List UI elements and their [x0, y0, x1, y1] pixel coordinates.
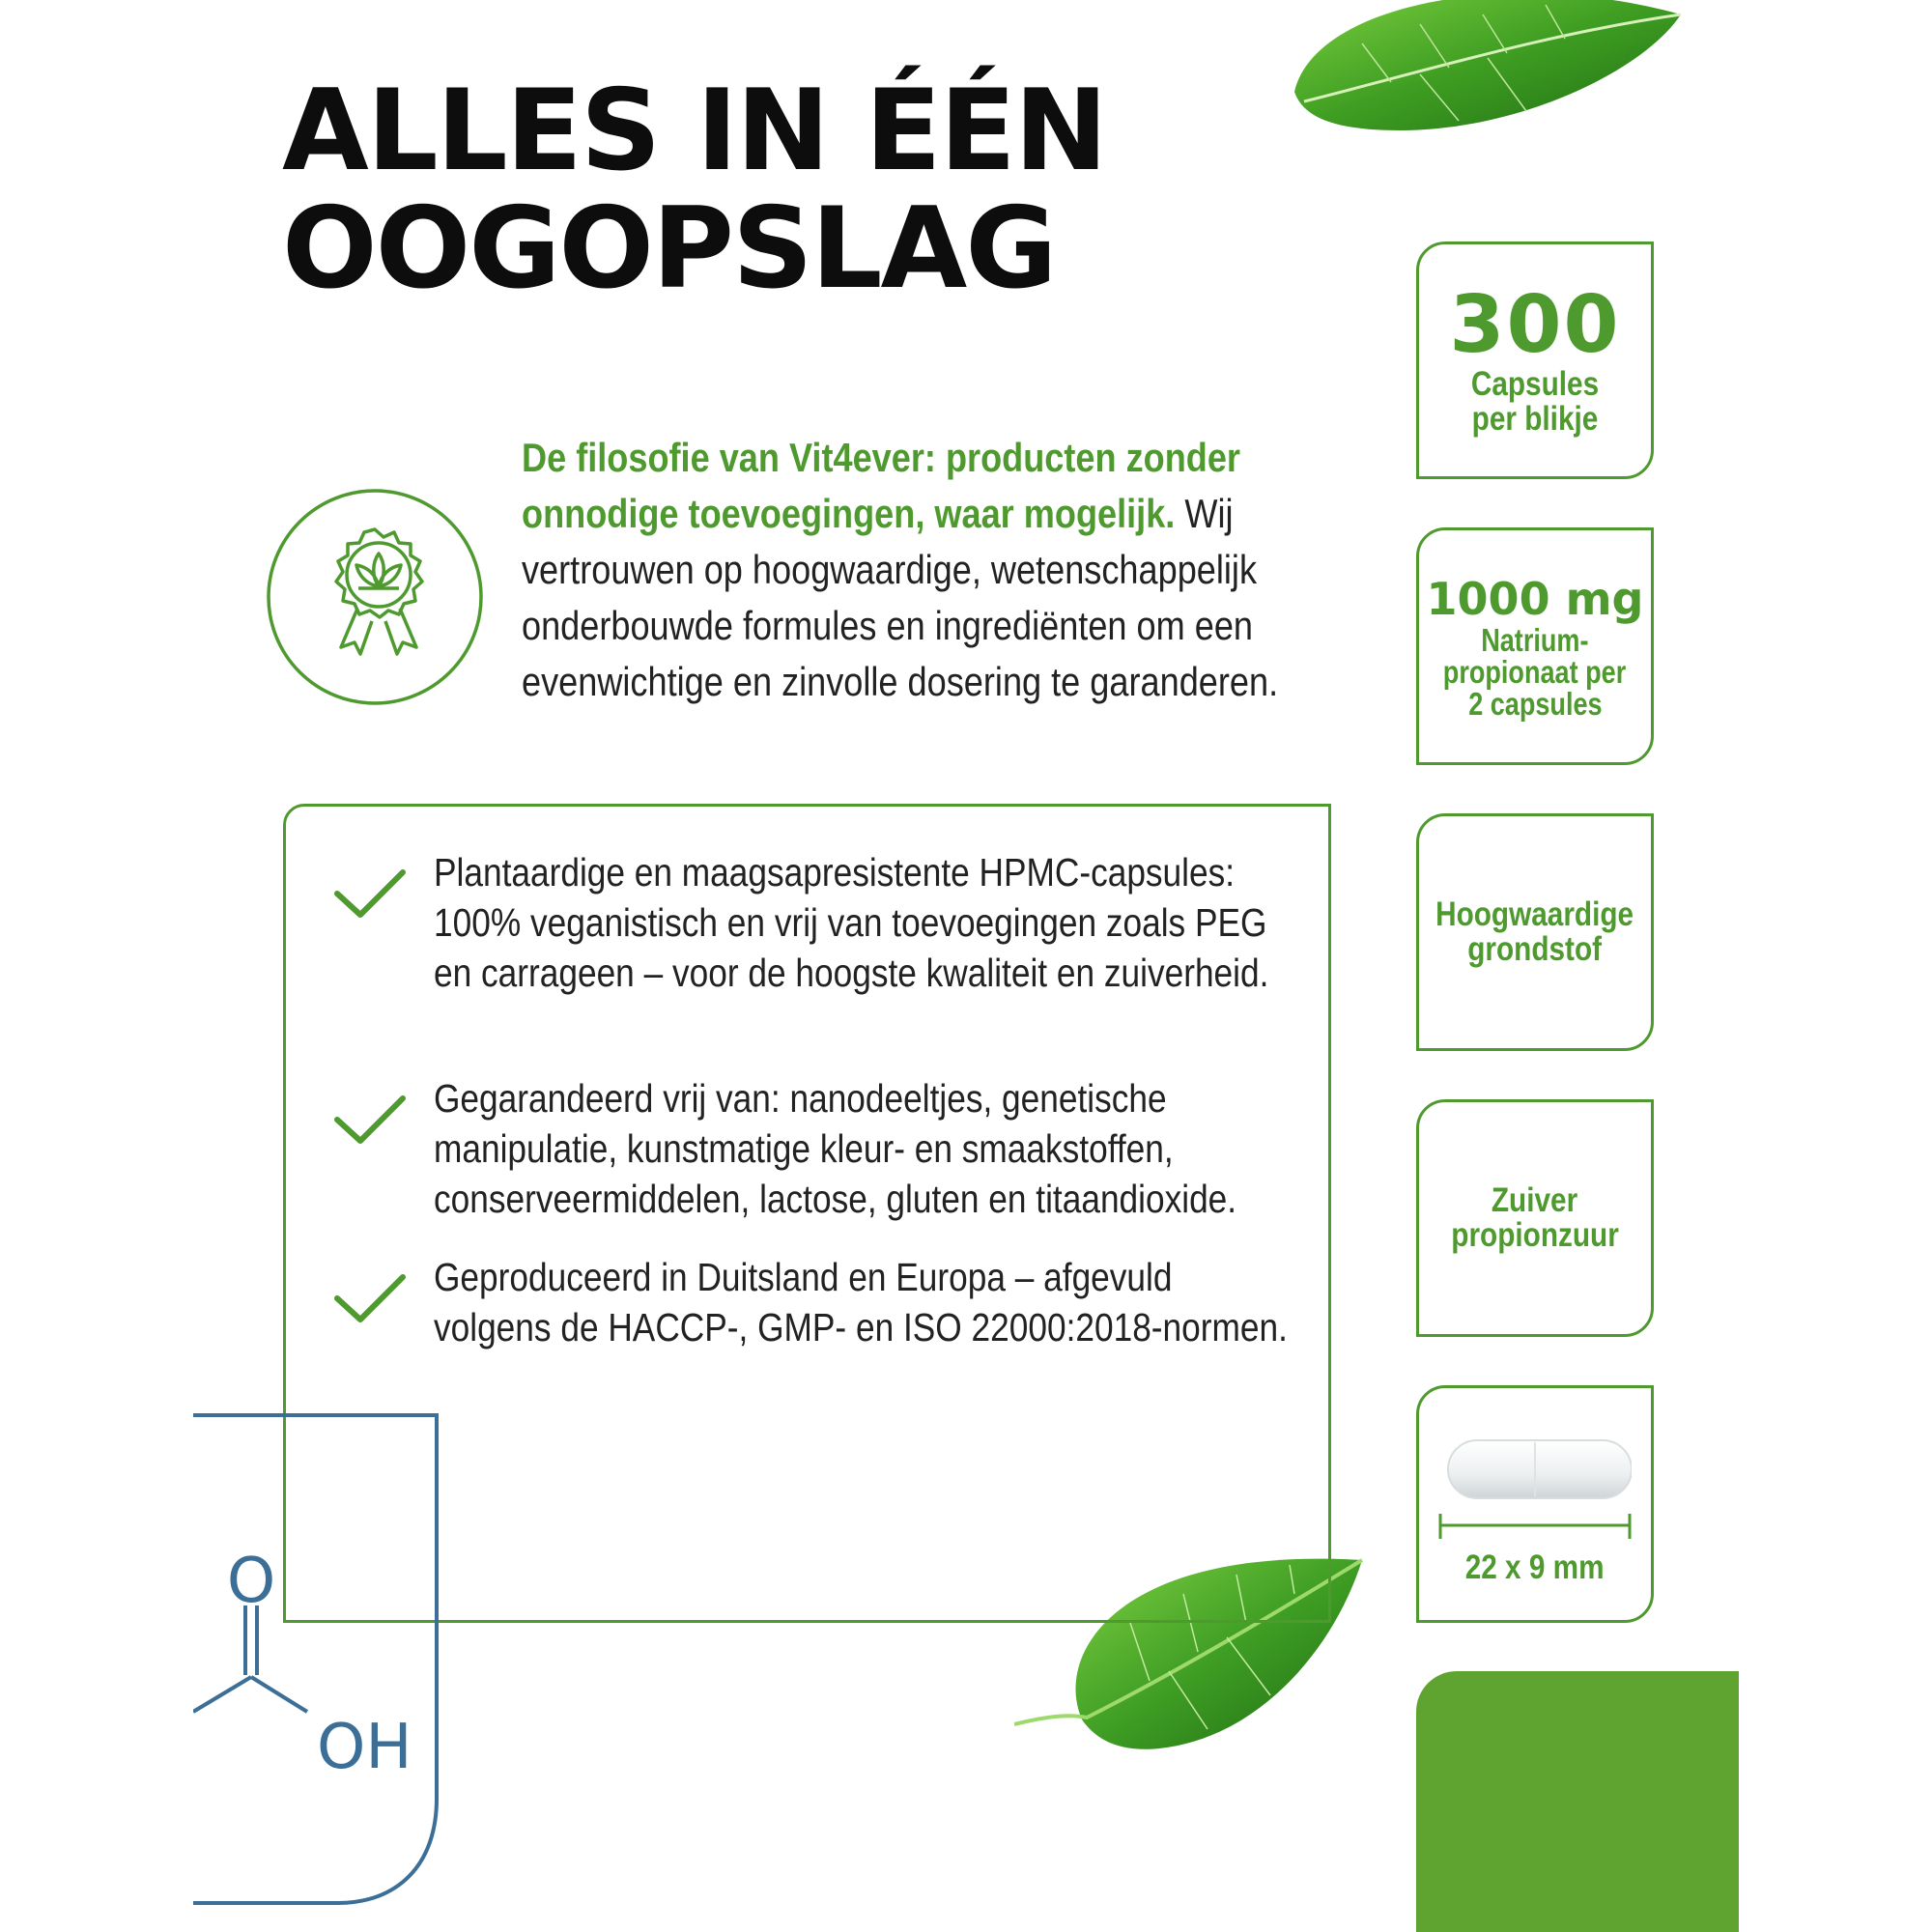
feature-text-2: Gegarandeerd vrij van: nanodeeltjes, genetische manipulatie, kunstmatige kleur- en smaakstoffen, conserveermiddelen, lactose, gluten en titaandioxide. [434, 1076, 1237, 1221]
oxygen-label: O [226, 1546, 276, 1617]
dose-label-line-2: propionaat per [1443, 653, 1627, 690]
intro-body: Wij vertrouwen op hoogwaardige, wetenschappelijk onderbouwde formules en ingrediënten om een evenwichtige en zinvolle dosering te garanderen. [522, 491, 1279, 704]
page-title [282, 66, 1106, 314]
capsule-size-label: 22 x 9 mm [1465, 1548, 1605, 1586]
green-accent-block [1416, 1671, 1739, 1932]
check-icon [333, 1091, 407, 1149]
capsule-count-value: 300 [1449, 279, 1621, 371]
purity-line-1: Zuiver [1492, 1181, 1578, 1219]
title-line-1: ALLES IN ÉÉN [282, 66, 1106, 196]
dose-label-line-3: 2 capsules [1467, 685, 1603, 722]
card-capsule-size [1416, 1385, 1654, 1623]
dose-label-line-1: Natrium- [1481, 621, 1589, 658]
check-icon [333, 865, 407, 923]
intro-paragraph [522, 430, 1344, 710]
intro-highlight: De filosofie van Vit4ever: producten zonder onnodige toevoegingen, waar mogelijk. [522, 435, 1240, 536]
quality-line-2: grondstof [1467, 930, 1603, 968]
card-capsule-count [1416, 242, 1654, 479]
capsule-image [1438, 1431, 1632, 1547]
card-dose [1416, 527, 1654, 765]
dose-value: 1000 mg [1426, 572, 1644, 625]
hydroxyl-label: OH [317, 1712, 412, 1783]
feature-text-1: Plantaardige en maagsapresistente HPMC-capsules: 100% veganistisch en vrij van toevoegingen zoals PEG en carrageen – voor de hoogste kwaliteit en zuiverheid. [434, 850, 1269, 995]
purity-line-2: propionzuur [1451, 1216, 1619, 1254]
capsule-count-label: Capsules per blikje [1470, 365, 1600, 438]
award-medal-icon [266, 488, 484, 706]
quality-line-1: Hoogwaardige [1435, 895, 1634, 933]
chemical-structure [193, 1412, 446, 1932]
title-line-2: OOGOPSLAG [282, 184, 1056, 314]
card-purity [1416, 1099, 1654, 1337]
feature-text-3: Geproduceerd in Duitsland en Europa – afgevuld volgens de HACCP-, GMP- en ISO 22000:2018-normen. [434, 1255, 1288, 1350]
leaf-image-top [1275, 0, 1700, 150]
check-icon [333, 1269, 407, 1327]
card-quality [1416, 813, 1654, 1051]
